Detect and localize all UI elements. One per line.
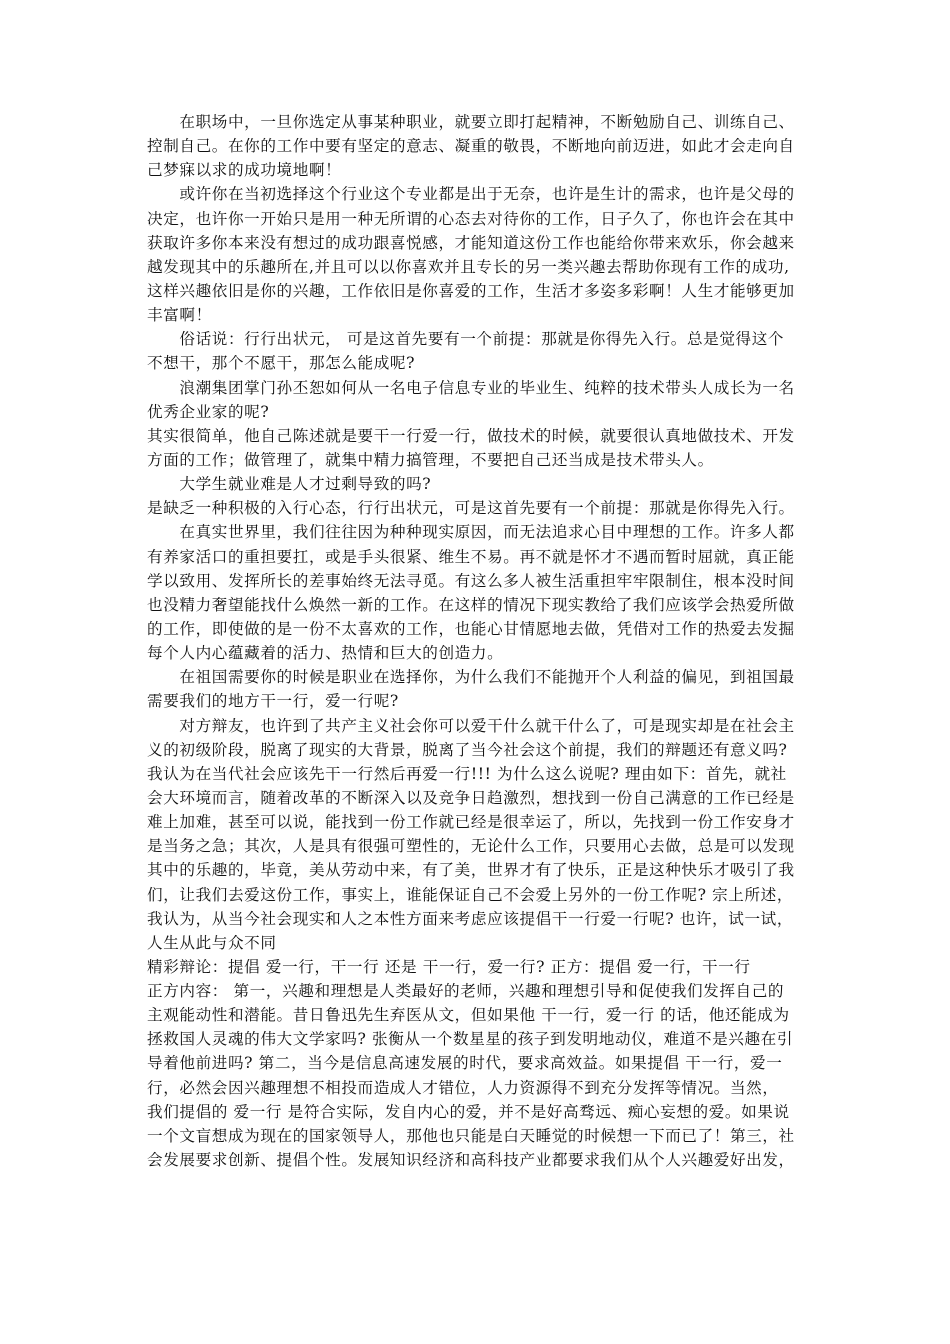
text-line: 或许你在当初选择这个行业这个专业都是出于无奈，也许是生计的需求，也许是父母的 (147, 185, 795, 204)
text-line: 正方内容： 第一，兴趣和理想是人类最好的老师，兴趣和理想引导和促使我们发挥自己的 (147, 982, 785, 1001)
text-line: 也没精力奢望能找什么焕然一新的工作。在这样的情况下现实教给了我们应该学会热爱所做 (147, 595, 795, 614)
text-line: 主观能动性和潜能。昔日鲁迅先生弃医从文，但如果他 干一行，爱一行 的话，他还能成为 (147, 1006, 790, 1025)
text-line: 这样兴趣依旧是你的兴趣，工作依旧是你喜爱的工作，生活才多姿多彩啊！人生才能够更加 (147, 281, 795, 300)
text-line: 我们提倡的 爱一行 是符合实际，发自内心的爱，并不是好高骛远、痴心妄想的爱。如果说 (147, 1102, 790, 1121)
document-body (147, 110, 807, 1172)
text-line: 方面的工作；做管理了，就集中精力搞管理，不要把自己还当成是技术带头人。 (147, 450, 714, 469)
text-line: 行，必然会因兴趣理想不相投而造成人才错位，人力资源得不到充分发挥等情况。当然， (147, 1078, 779, 1097)
text-line: 在真实世界里，我们往往因为种种现实原因，而无法追求心目中理想的工作。许多人都 (147, 523, 795, 542)
text-line: 丰富啊！ (147, 306, 212, 325)
text-line: 精彩辩论：提倡 爱一行，干一行 还是 干一行，爱一行? 正方：提倡 爱一行，干一行 (147, 957, 751, 976)
text-line: 难上加难，甚至可以说，能找到一份工作就已经是很幸运了，所以，先找到一份工作安身才 (147, 813, 795, 832)
text-line: 有养家活口的重担要扛，或是手头很紧、维生不易。再不就是怀才不遇而暂时屈就，真正能 (147, 547, 795, 566)
text-line: 在祖国需要你的时候是职业在选择你，为什么我们不能抛开个人利益的偏见，到祖国最 (147, 668, 795, 687)
text-line: 我认为，从当今社会现实和人之本性方面来考虑应该提倡干一行爱一行呢? 也许，试一试， (147, 909, 794, 928)
text-line: 其中的乐趣的，毕竟，美从劳动中来，有了美，世界才有了快乐，正是这种快乐才吸引了我 (147, 861, 795, 880)
text-line: 其实很简单，他自己陈述就是要干一行爱一行，做技术的时候，就要很认真地做技术、开发 (147, 426, 795, 445)
text-line: 己梦寐以求的成功境地啊！ (147, 161, 342, 180)
text-line: 的工作，即使做的是一份不太喜欢的工作，也能心甘情愿地去做，凭借对工作的热爱去发掘 (147, 619, 795, 638)
text-line: 俗话说：行行出状元， 可是这首先要有一个前提：那就是你得先入行。总是觉得这个 (147, 330, 785, 349)
text-line: 需要我们的地方干一行，爱一行呢? (147, 692, 399, 711)
text-line: 是当务之急；其次，人是具有很强可塑性的，无论什么工作，只要用心去做，总是可以发现 (147, 837, 795, 856)
text-line: 学以致用、发挥所长的差事始终无法寻觅。有这么多人被生活重担牢牢限制住，根本没时间 (147, 571, 795, 590)
text-line: 大学生就业难是人才过剩导致的吗? (147, 475, 432, 494)
text-line: 会发展要求创新、提倡个性。发展知识经济和高科技产业都要求我们从个人兴趣爱好出发， (147, 1151, 795, 1170)
text-line: 对方辩友，也许到了共产主义社会你可以爱干什么就干什么了，可是现实却是在社会主 (147, 716, 795, 735)
text-line: 优秀企业家的呢? (147, 402, 270, 421)
text-line: 一个文盲想成为现在的国家领导人，那他也只能是白天睡觉的时候想一下而已了！第三，社 (147, 1126, 795, 1145)
text-line: 拯救国人灵魂的伟大文学家吗? 张衡从一个数星星的孩子到发明地动仪，难道不是兴趣在引 (147, 1030, 794, 1049)
text-line: 不想干，那个不愿干，那怎么能成呢? (147, 354, 416, 373)
text-line: 人生从此与众不同 (147, 933, 277, 952)
text-line: 导着他前进吗? 第二，当今是信息高速发展的时代，要求高效益。如果提倡 干一行，爱一 (147, 1054, 783, 1073)
text-line: 会大环境而言，随着改革的不断深入以及竞争日趋激烈，想找到一份自己满意的工作已经是 (147, 788, 795, 807)
text-line: 我认为在当代社会应该先干一行然后再爱一行!!! 为什么这么说呢? 理由如下：首先，就社 (147, 764, 787, 783)
text-line: 在职场中，一旦你选定从事某种职业，就要立即打起精神，不断勉励自己、训练自己、 (147, 113, 795, 131)
text-line: 浪潮集团掌门孙丕恕如何从一名电子信息专业的毕业生、纯粹的技术带头人成长为一名 (147, 378, 795, 397)
text-line: 每个人内心蕴藏着的活力、热情和巨大的创造力。 (147, 644, 504, 663)
text-line: 越发现其中的乐趣所在,并且可以以你喜欢并且专长的另一类兴趣去帮助你现有工作的成功, (147, 257, 790, 276)
text-line: 控制自己。在你的工作中要有坚定的意志、凝重的敬畏，不断地向前迈进，如此才会走向自 (147, 137, 795, 156)
text-line: 是缺乏一种积极的入行心态，行行出状元，可是这首先要有一个前提：那就是你得先入行。 (147, 499, 795, 518)
text-line: 决定，也许你一开始只是用一种无所谓的心态去对待你的工作，日子久了，你也许会在其中 (147, 209, 795, 228)
text-line: 们，让我们去爱这份工作，事实上，谁能保证自己不会爱上另外的一份工作呢? 宗上所述， (147, 885, 794, 904)
text-line: 义的初级阶段，脱离了现实的大背景，脱离了当今社会这个前提，我们的辩题还有意义吗? (147, 740, 788, 759)
text-line: 获取许多你本来没有想过的成功跟喜悦感，才能知道这份工作也能给你带来欢乐，你会越来 (147, 233, 795, 252)
